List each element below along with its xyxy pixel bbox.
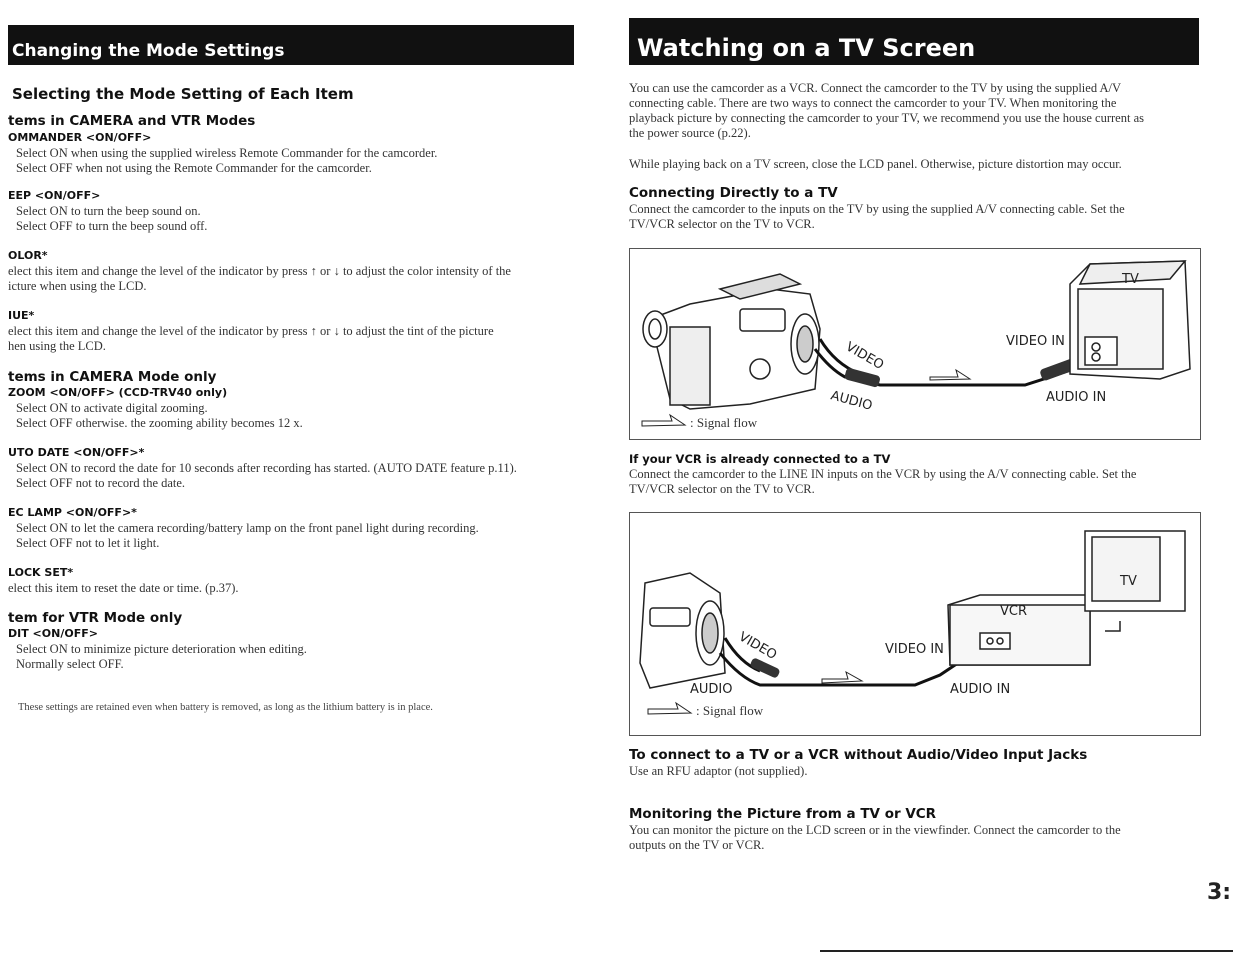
rfu-text — [629, 764, 807, 779]
setting-text: Select ON to turn the beep sound on. — [16, 204, 201, 218]
setting-text: Select OFF not to record the date. — [16, 476, 186, 490]
vtr-only-heading: tem for VTR Mode only — [8, 610, 183, 626]
audio-label: AUDIO — [690, 682, 733, 697]
lcd-note — [629, 157, 1122, 172]
bottom-rule — [820, 950, 1233, 952]
direct-connect-text — [629, 202, 1125, 232]
signal-arrow-icon — [930, 370, 970, 380]
camcorder-illustration — [643, 274, 820, 409]
camera-vtr-heading: tems in CAMERA and VTR Modes — [8, 113, 256, 129]
page-number: 3: — [1207, 880, 1232, 905]
text-line: Use an RFU adaptor (not supplied). — [629, 764, 808, 778]
note-line: While playing back on a TV screen, close the LCD panel. Otherwise, picture distortion may occur. — [629, 157, 1122, 171]
items-camera-vtr — [8, 131, 578, 367]
intro-line: the power source (p.22). — [629, 126, 751, 140]
monitor-heading: Monitoring the Picture from a TV or VCR — [629, 806, 937, 822]
setting-text: Normally select OFF. — [16, 657, 124, 671]
audio-in-label: AUDIO IN — [950, 682, 1011, 697]
setting-text: icture when using the LCD. — [8, 279, 147, 293]
setting-label: OLOR* — [8, 249, 48, 262]
figure-vcr-connection — [629, 512, 1201, 736]
rfu-heading: To connect to a TV or a VCR without Audio/Video Input Jacks — [629, 747, 1088, 763]
setting-text: Select OFF otherwise. the zooming ability becomes 12 x. — [16, 416, 303, 430]
setting-label: IUE* — [8, 309, 35, 322]
setting-text: Select ON to minimize picture deterioration when editing. — [16, 642, 307, 656]
left-banner-title: Changing the Mode Settings — [12, 41, 285, 61]
text-line: TV/VCR selector on the TV to VCR. — [629, 482, 815, 496]
setting-label: EEP <ON/OFF> — [8, 189, 101, 202]
signal-flow-label: : Signal flow — [696, 703, 764, 718]
setting-item — [8, 446, 578, 506]
text-line: You can monitor the picture on the LCD screen or in the viewfinder. Connect the camcorder to the — [629, 823, 1121, 837]
text-line: outputs on the TV or VCR. — [629, 838, 765, 852]
setting-text: elect this item and change the level of the indicator by press ↑ or ↓ to adjust the tint of the picture — [8, 324, 494, 338]
intro-line: You can use the camcorder as a VCR. Connect the camcorder to the TV by using the supplied A/V — [629, 81, 1122, 95]
intro-line: playback picture by connecting the camcorder to your TV, we recommend you use the house current as — [629, 111, 1144, 125]
figure-direct-connection — [629, 248, 1201, 440]
audio-label: AUDIO — [828, 388, 874, 414]
camera-only-heading: tems in CAMERA Mode only — [8, 369, 217, 385]
setting-label: LOCK SET* — [8, 566, 74, 579]
signal-flow-icon — [642, 415, 685, 426]
setting-label: DIT <ON/OFF> — [8, 627, 98, 640]
setting-item — [8, 309, 578, 367]
diagram-vcr — [630, 513, 1200, 735]
setting-item — [8, 131, 578, 189]
text-line: TV/VCR selector on the TV to VCR. — [629, 217, 815, 231]
tv-label: TV — [1122, 272, 1139, 287]
diagram-direct — [630, 249, 1200, 439]
tv-label: TV — [1120, 574, 1137, 589]
signal-arrow-icon — [822, 672, 862, 683]
setting-text: hen using the LCD. — [8, 339, 106, 353]
text-line: Connect the camcorder to the inputs on the TV by using the supplied A/V connecting cable. Set the — [629, 202, 1125, 216]
setting-item — [8, 506, 578, 566]
video-in-label: VIDEO IN — [1006, 334, 1065, 349]
left-page-title: Selecting the Mode Setting of Each Item — [12, 85, 354, 103]
setting-item — [8, 189, 578, 249]
signal-flow-icon — [648, 703, 691, 714]
right-section-banner — [629, 18, 1199, 65]
right-banner-title: Watching on a TV Screen — [637, 34, 976, 62]
monitor-text — [629, 823, 1121, 853]
setting-text: Select ON when using the supplied wireless Remote Commander for the camcorder. — [16, 146, 438, 160]
vcr-connected-text — [629, 467, 1136, 497]
setting-text: Select OFF when not using the Remote Commander for the camcorder. — [16, 161, 372, 175]
setting-item — [8, 249, 578, 309]
setting-label: ZOOM <ON/OFF> (CCD-TRV40 only) — [8, 386, 228, 399]
setting-label: EC LAMP <ON/OFF>* — [8, 506, 137, 519]
items-camera-only — [8, 386, 578, 608]
direct-connect-heading: Connecting Directly to a TV — [629, 185, 838, 201]
text-line: Connect the camcorder to the LINE IN inputs on the VCR by using the A/V connecting cable. Set the — [629, 467, 1137, 481]
vcr-label: VCR — [1000, 604, 1028, 619]
setting-text: Select ON to record the date for 10 seconds after recording has started. (AUTO DATE feature p.11). — [16, 461, 517, 475]
setting-label: UTO DATE <ON/OFF>* — [8, 446, 145, 459]
setting-text: elect this item to reset the date or time. (p.37). — [8, 581, 239, 595]
setting-text: Select OFF to turn the beep sound off. — [16, 219, 208, 233]
setting-item — [8, 386, 578, 446]
left-footnote: These settings are retained even when battery is removed, as long as the lithium battery is in place. — [18, 702, 433, 713]
video-label: VIDEO — [736, 629, 780, 664]
audio-in-label: AUDIO IN — [1046, 390, 1107, 405]
setting-text: Select ON to let the camera recording/battery lamp on the front panel light during recording. — [16, 521, 479, 535]
setting-label: OMMANDER <ON/OFF> — [8, 131, 152, 144]
setting-text: Select ON to activate digital zooming. — [16, 401, 208, 415]
intro-line: connecting cable. There are two ways to connect the camcorder to your TV. When monitoring the — [629, 96, 1117, 110]
items-vtr-only — [8, 627, 578, 672]
video-label: VIDEO — [843, 339, 887, 374]
setting-text: Select OFF not to let it light. — [16, 536, 160, 550]
setting-item — [8, 627, 578, 672]
vcr-connected-heading: If your VCR is already connected to a TV — [629, 452, 891, 466]
camcorder-illustration — [640, 573, 725, 688]
left-section-banner — [8, 25, 574, 65]
setting-item — [8, 566, 578, 608]
signal-flow-label: : Signal flow — [690, 415, 758, 430]
video-in-label: VIDEO IN — [885, 642, 944, 657]
setting-text: elect this item and change the level of the indicator by press ↑ or ↓ to adjust the color intensity of the — [8, 264, 511, 278]
intro-paragraph — [629, 81, 1199, 141]
